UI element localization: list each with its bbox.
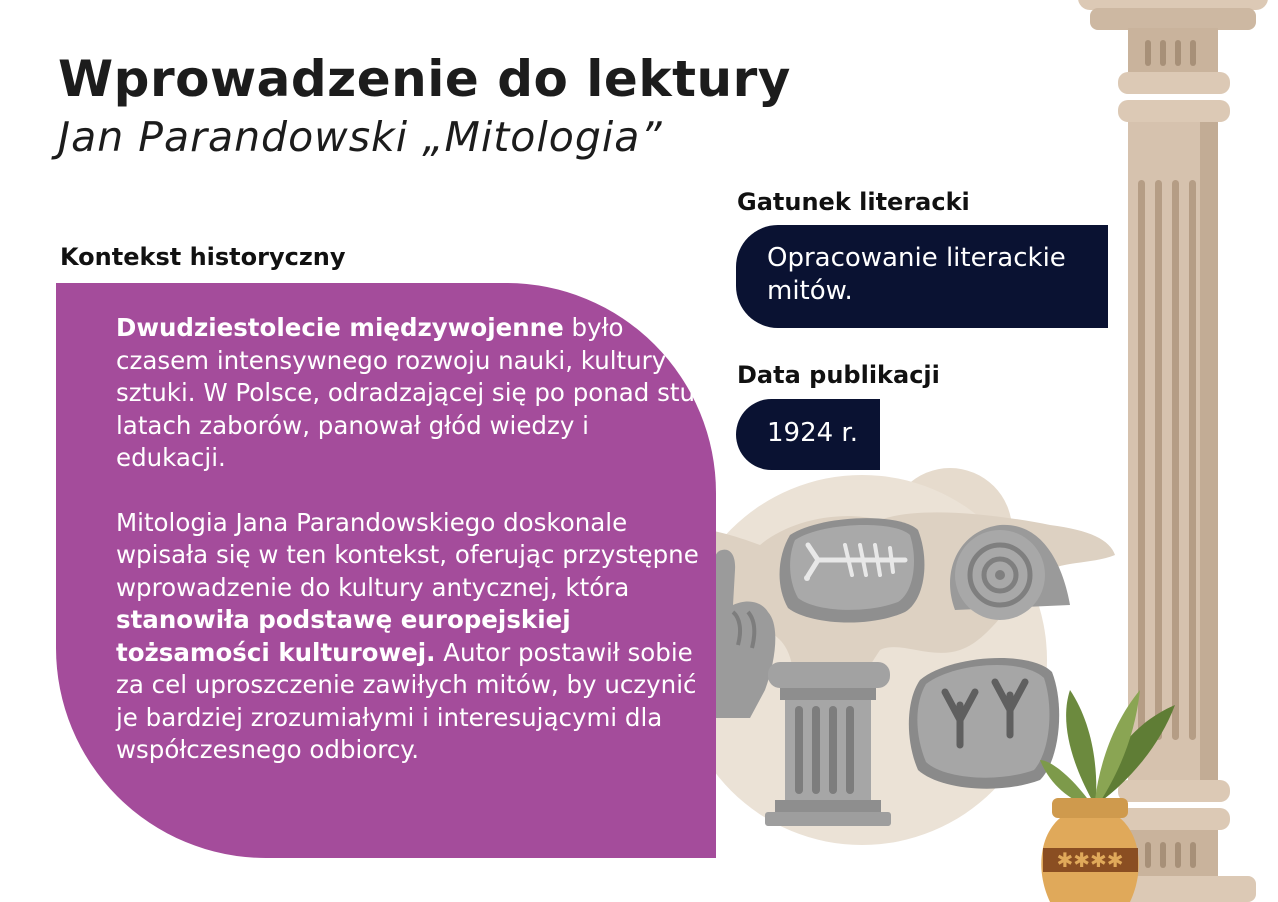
context-paragraph-1 [116, 312, 706, 475]
genre-value: Opracowanie literackie mitów. [767, 243, 1066, 306]
fish-fossil-icon [780, 518, 925, 622]
context-label: Kontekst historyczny [60, 243, 346, 271]
context-p1-bold: Dwudziestolecie międzywojenne [116, 313, 564, 342]
context-p2-end: Autor postawił sobie za cel uproszczenie zawiłych mitów, by uczynić je bardziej zrozumiałymi i interesującymi dla współczesnego odbiorcy. [116, 637, 697, 764]
footprint-fossil-icon [909, 658, 1059, 789]
publication-box [736, 399, 880, 470]
publication-label: Data publikacji [737, 361, 940, 389]
context-p2-start: Mitologia Jana Parandowskiego doskonale wpisała się w ten kontekst, oferując przystępne wprowadzenie do kultury antycznej, która [116, 507, 699, 602]
context-paragraph-2 [116, 507, 706, 767]
page-subtitle: Jan Parandowski „Mitologia” [58, 113, 663, 161]
page-title: Wprowadzenie do lektury [58, 50, 791, 108]
context-text [116, 312, 706, 767]
genre-label: Gatunek literacki [737, 188, 970, 216]
publication-value: 1924 r. [767, 418, 858, 448]
svg-text:✱✱✱✱: ✱✱✱✱ [1056, 848, 1124, 872]
genre-box [736, 225, 1108, 328]
context-p2-bold: stanowiła podstawę europejskiej tożsamości kulturowej. [116, 605, 571, 667]
context-p1-rest: było czasem intensywnego rozwoju nauki, kultury i sztuki. W Polsce, odradzającej się po ponad stu latach zaborów, panował głód wiedzy i edukacji. [116, 313, 696, 472]
